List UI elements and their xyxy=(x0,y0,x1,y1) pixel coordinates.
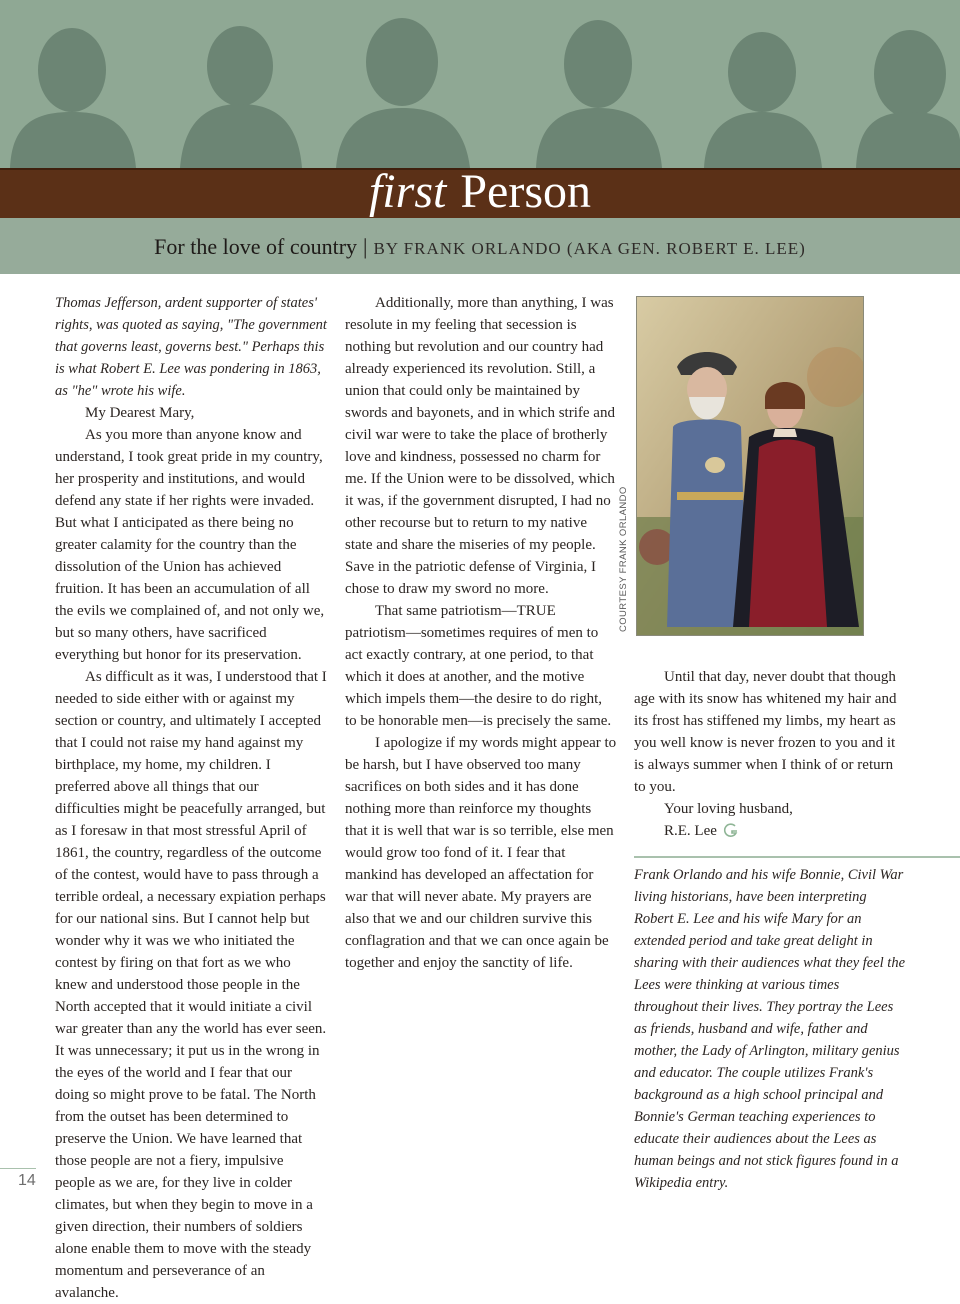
photo-credit: COURTESY FRANK ORLANDO xyxy=(618,486,629,632)
letter-signature: R.E. Lee xyxy=(664,823,717,839)
article-column-1 xyxy=(55,292,327,1304)
letter-paragraph-3: Additionally, more than anything, I was resolute in my feeling that secession is nothing but revolution and our country had already experienced its revolution. Still, a union that could only be maintained by swords and bayonets, and in which strife and civil war were to take the place of brotherly love and kindness, possessed no charm for me. If the Union were to be dissolved, which it was, if the government disrupted, I had no other recourse but to return to my native state and share the miseries of my people. Save in the patriotic defense of Virginia, I chose to draw my sword no more. xyxy=(345,295,615,597)
letter-paragraph-2: As difficult as it was, I understood that I needed to side either with or against my section or country, and ultimately I accepted that I could not raise my hand against my birthplace, my home, my children. I preferred above all things that our difficulties might be peacefully arranged, but as I foresaw in that most stressful April of 1861, the country, regardless of the outcome of the contest, would have to pass through a terrible ordeal, a necessary expiation perhaps for our national sins. But I cannot help but wonder why it was we who initiated the contest by firing on that fort as we who knew and understood those people in the North accepted that it would initiate a civil war greater than any the world has ever seen. It was unnecessary; it put us in the wrong in the eyes of the world and I fear that our doing so might prove to be fatal. The North from the outset has been determined to preserve the Union. We have learned that those people are not a fiery, impulsive people as we are, for they live in colder climates, but when they begin to move in a given direction, their numbers of soldiers alone enable them to move with the steady momentum and perseverance of an avalanche. xyxy=(55,669,327,1301)
article-headline: For the love of country xyxy=(154,234,358,259)
byline: BY FRANK ORLANDO (AKA GEN. ROBERT E. LEE) xyxy=(373,239,806,258)
author-sidebar xyxy=(634,864,906,1194)
title-italic: first xyxy=(368,165,447,218)
page-number-rule xyxy=(0,1168,36,1169)
letter-closing: Your loving husband, xyxy=(664,801,793,817)
letter-paragraph-long xyxy=(55,666,327,1304)
letter-paragraph-6: Until that day, never doubt that though age with its snow has whitened my hair and its frost has stiffened my limbs, my heart as you well know is never frozen to you and it is always summer when I think of or return to you. xyxy=(634,669,897,795)
sidebar-rule xyxy=(634,856,960,858)
page-number: 14 xyxy=(18,1172,36,1189)
article-subtitle xyxy=(0,234,960,260)
article-column-2 xyxy=(345,292,617,974)
article-column-3 xyxy=(634,666,906,842)
header-banner xyxy=(0,0,960,168)
couple-portrait-image xyxy=(637,297,863,635)
letter-signature-line xyxy=(634,820,906,842)
silhouettes-illustration xyxy=(0,0,960,168)
section-title xyxy=(0,164,960,220)
letter-paragraph-5: I apologize if my words might appear to be harsh, but I have observed too many sacrifices on both sides and it has done nothing more than reinforce my thoughts that it is well that war is so terrible, else men would grow too fond of it. I fear that mankind has developed an affectation for war that will never abate. My prayers are also that we and our children survive this conflagration and that we can once again be together and enjoy the sanctity of life. xyxy=(345,735,617,971)
letter-paragraph: As you more than anyone know and understand, I took great pride in my country, her prosperity and institutions, and would defend any state if her rights were invaded. But what I anticipated as there being no greater calamity for the country than the dissolution of the Union has achieved fruition. It has been an accumulation of all the evils we complained of, and not only we, but so many others, have sacrificed everything but honor for its preservation. xyxy=(55,427,325,663)
letter-salutation: My Dearest Mary, xyxy=(85,405,195,421)
headline-divider: | xyxy=(363,234,368,259)
letter-paragraph-4: That same patriotism—TRUE patriotism—sometimes requires of men to act exactly contrary, at one period, to that which it does at another, and the motive which impels them—the desire to do right, to be honorable men—is precisely the same. xyxy=(345,603,612,729)
sidebar-text: Frank Orlando and his wife Bonnie, Civil War living historians, have been interpreting Robert E. Lee and his wife Mary for an extended period and take great delight in sharing with their audiences what they feel the Lees were thinking at various times throughout their lives. They portray the Lees as friends, husband and wife, father and mother, the Lady of Arlington, military genius and educator. The couple utilizes Frank's background as a high school principal and Bonnie's German teaching experiences to educate their audiences about the Lees as human beings and not stick figures found in a Wikipedia entry. xyxy=(634,867,906,1191)
title-main: Person xyxy=(460,165,592,218)
intro-paragraph: Thomas Jefferson, ardent supporter of states' rights, was quoted as saying, "The government that governs least, governs best." Perhaps this is what Robert E. Lee was pondering in 1863, as "he" wrote his wife. xyxy=(55,295,327,399)
portrait-photo xyxy=(636,296,864,636)
end-mark-icon xyxy=(723,822,739,838)
